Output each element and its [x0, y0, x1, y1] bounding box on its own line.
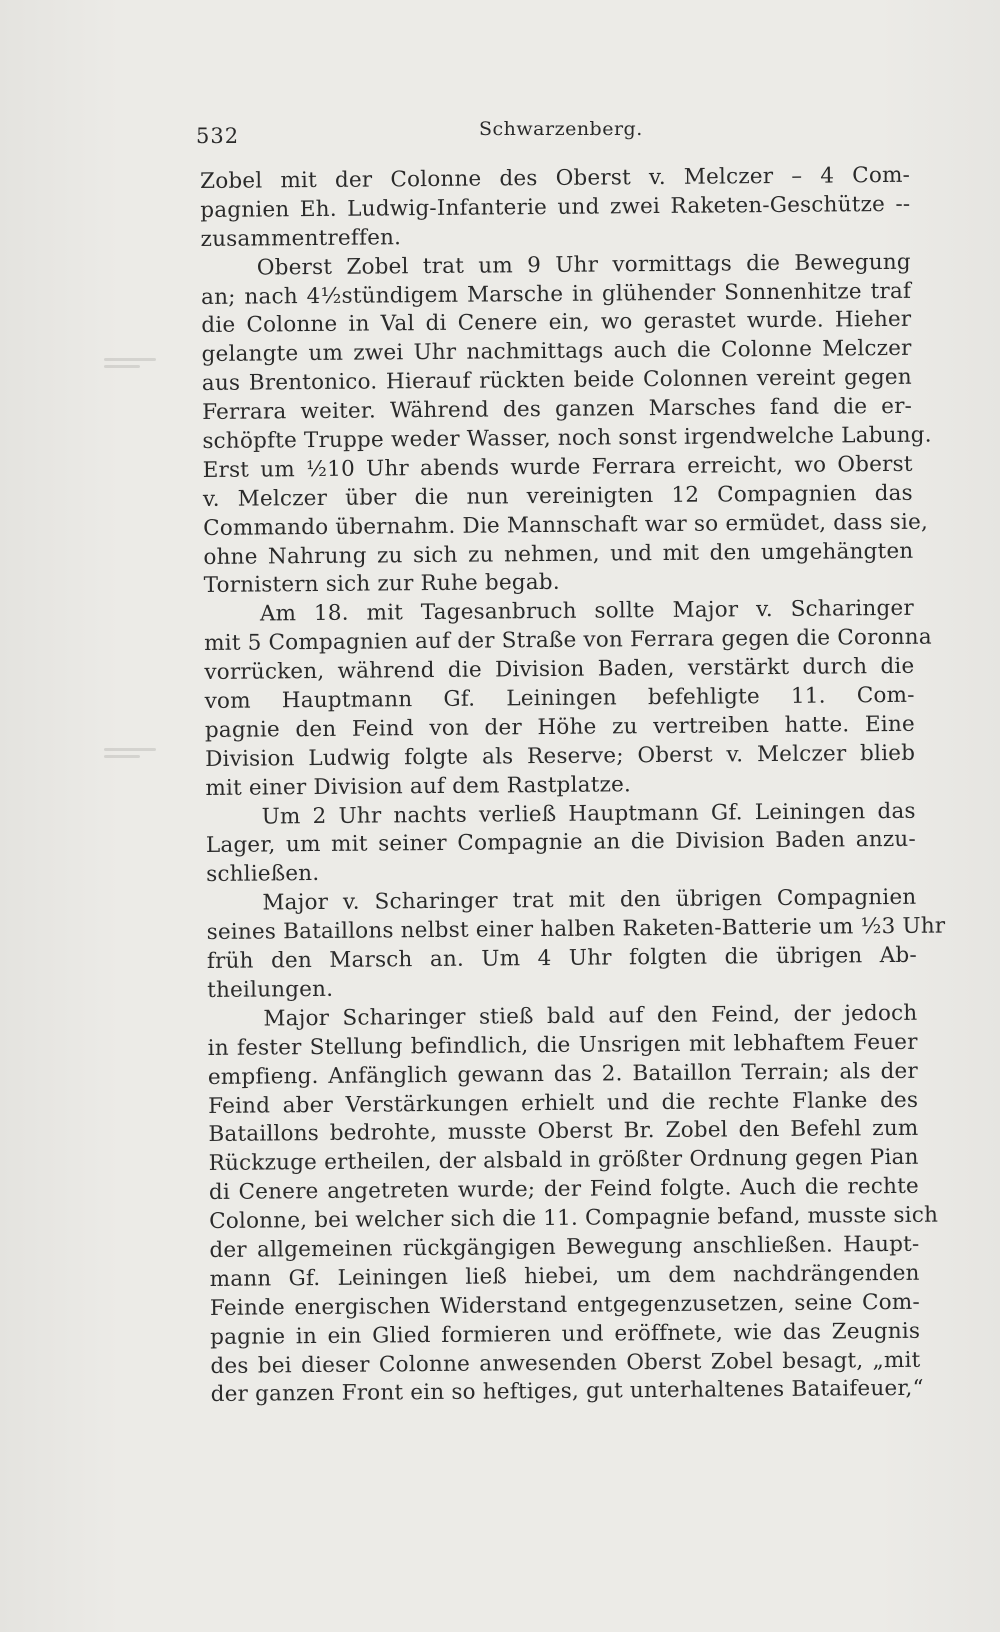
text-line: Bataillons bedrohte, musste Oberst Br. Zobel den Befehl zum [208, 1116, 919, 1148]
bleed-through-mark [104, 748, 156, 762]
text-line: die Colonne in Val di Cenere ein, wo gerastet wurde. Hieher [201, 307, 912, 339]
text-line: früh den Marsch an. Um 4 Uhr folgten die übrigen Ab- [206, 942, 918, 975]
page-header [196, 118, 896, 148]
text-line: schöpfte Truppe weder Wasser, noch sonst irgendwelche Labung. [202, 422, 932, 455]
text-line: schließen. [206, 861, 320, 888]
text-line: an; nach 4½stündigem Marsche in glühender Sonnenhitze traf [201, 278, 912, 310]
text-line: aus Brentonico. Hierauf rückten beide Colonnen vereint gegen [201, 365, 912, 397]
text-line: der allgemeinen rückgängigen Bewegung anschließen. Haupt- [209, 1231, 920, 1263]
text-line: Am 18. mit Tagesanbruch sollte Major v. Scharinger [259, 596, 914, 627]
text-line: ohne Nahrung zu sich zu nehmen, und mit den umgehängten [203, 538, 914, 570]
text-line: gelangte um zwei Uhr nachmittags auch die Colonne Melczer [201, 336, 912, 368]
text-line: pagnie den Feind von der Höhe zu vertreiben hatte. Eine [204, 711, 915, 743]
text-line: vom Hauptmann Gf. Leiningen befehligte 11. Com- [204, 682, 915, 715]
text-line: Colonne, bei welcher sich die 11. Compagnie befand, musste sich [209, 1202, 939, 1235]
text-line: Tornistern sich zur Ruhe begab. [203, 570, 560, 599]
text-line: theilungen. [207, 976, 334, 1003]
bleed-through-mark [104, 358, 156, 372]
text-line: in fester Stellung befindlich, die Unsrigen mit lebhaftem Feuer [207, 1029, 918, 1061]
text-line: empfieng. Anfänglich gewann das 2. Bataillon Terrain; als der [207, 1058, 919, 1090]
text-line: v. Melczer über die nun vereinigten 12 Compagnien das [202, 480, 913, 512]
text-line: di Cenere angetreten wurde; der Feind folgte. Auch die rechte [208, 1173, 920, 1206]
text-line: vorrücken, während die Division Baden, verstärkt durch die [204, 653, 915, 686]
running-head: Schwarzenberg. [479, 118, 643, 140]
text-line: Lager, um mit seiner Compagnie an die Division Baden anzu- [205, 827, 916, 859]
body-text [200, 162, 946, 1410]
text-line: mit einer Division auf dem Rastplatze. [205, 771, 632, 801]
text-line: pagnien Eh. Ludwig-Infanterie und zwei Raketen-Geschütze -- [200, 191, 911, 223]
text-line: Major v. Scharinger trat mit den übrigen Compagnien [262, 885, 917, 916]
text-line: Major Scharinger stieß bald auf den Feind, der jedoch [263, 1000, 918, 1032]
text-line: zusammentreffen. [200, 225, 402, 252]
text-line: Feind aber Verstärkungen erhielt und die rechte Flanke des [208, 1087, 919, 1119]
text-line: Division Ludwig folgte als Reserve; Oberst v. Melczer blieb [205, 740, 916, 772]
text-line: des bei dieser Colonne anwesenden Oberst Zobel besagt, „mit [210, 1347, 921, 1379]
text-line: Commando übernahm. Die Mannschaft war so ermüdet, dass sie, [203, 509, 929, 541]
text-line: Oberst Zobel trat um 9 Uhr vormittags die Bewegung [256, 249, 911, 281]
text-line: der ganzen Front ein so heftiges, gut unterhaltenes Bataifeuer,“ [210, 1376, 924, 1408]
text-line: Um 2 Uhr nachts verließ Hauptmann Gf. Leiningen das [261, 798, 916, 830]
text-line: Ferrara weiter. Während des ganzen Marsches fand die er- [202, 393, 913, 426]
text-line: pagnie in ein Glied formieren und eröffnete, wie das Zeugnis [210, 1318, 921, 1350]
text-line: Zobel mit der Colonne des Oberst v. Melczer – 4 Com- [200, 162, 911, 194]
page-number: 532 [196, 124, 240, 148]
text-line: mit 5 Compagnien auf der Straße von Ferrara gegen die Coronna [204, 624, 932, 657]
text-line: mann Gf. Leiningen ließ hiebei, um dem nachdrängenden [209, 1260, 920, 1292]
text-line: Rückzuge ertheilen, der alsbald in größter Ordnung gegen Pian [208, 1145, 919, 1177]
text-line: Feinde energischen Widerstand entgegenzusetzen, seine Com- [209, 1289, 921, 1321]
text-line: Erst um ½10 Uhr abends wurde Ferrara erreicht, wo Oberst [202, 451, 913, 483]
text-line: seines Bataillons nelbst einer halben Raketen-Batterie um ½3 Uhr [206, 913, 946, 946]
